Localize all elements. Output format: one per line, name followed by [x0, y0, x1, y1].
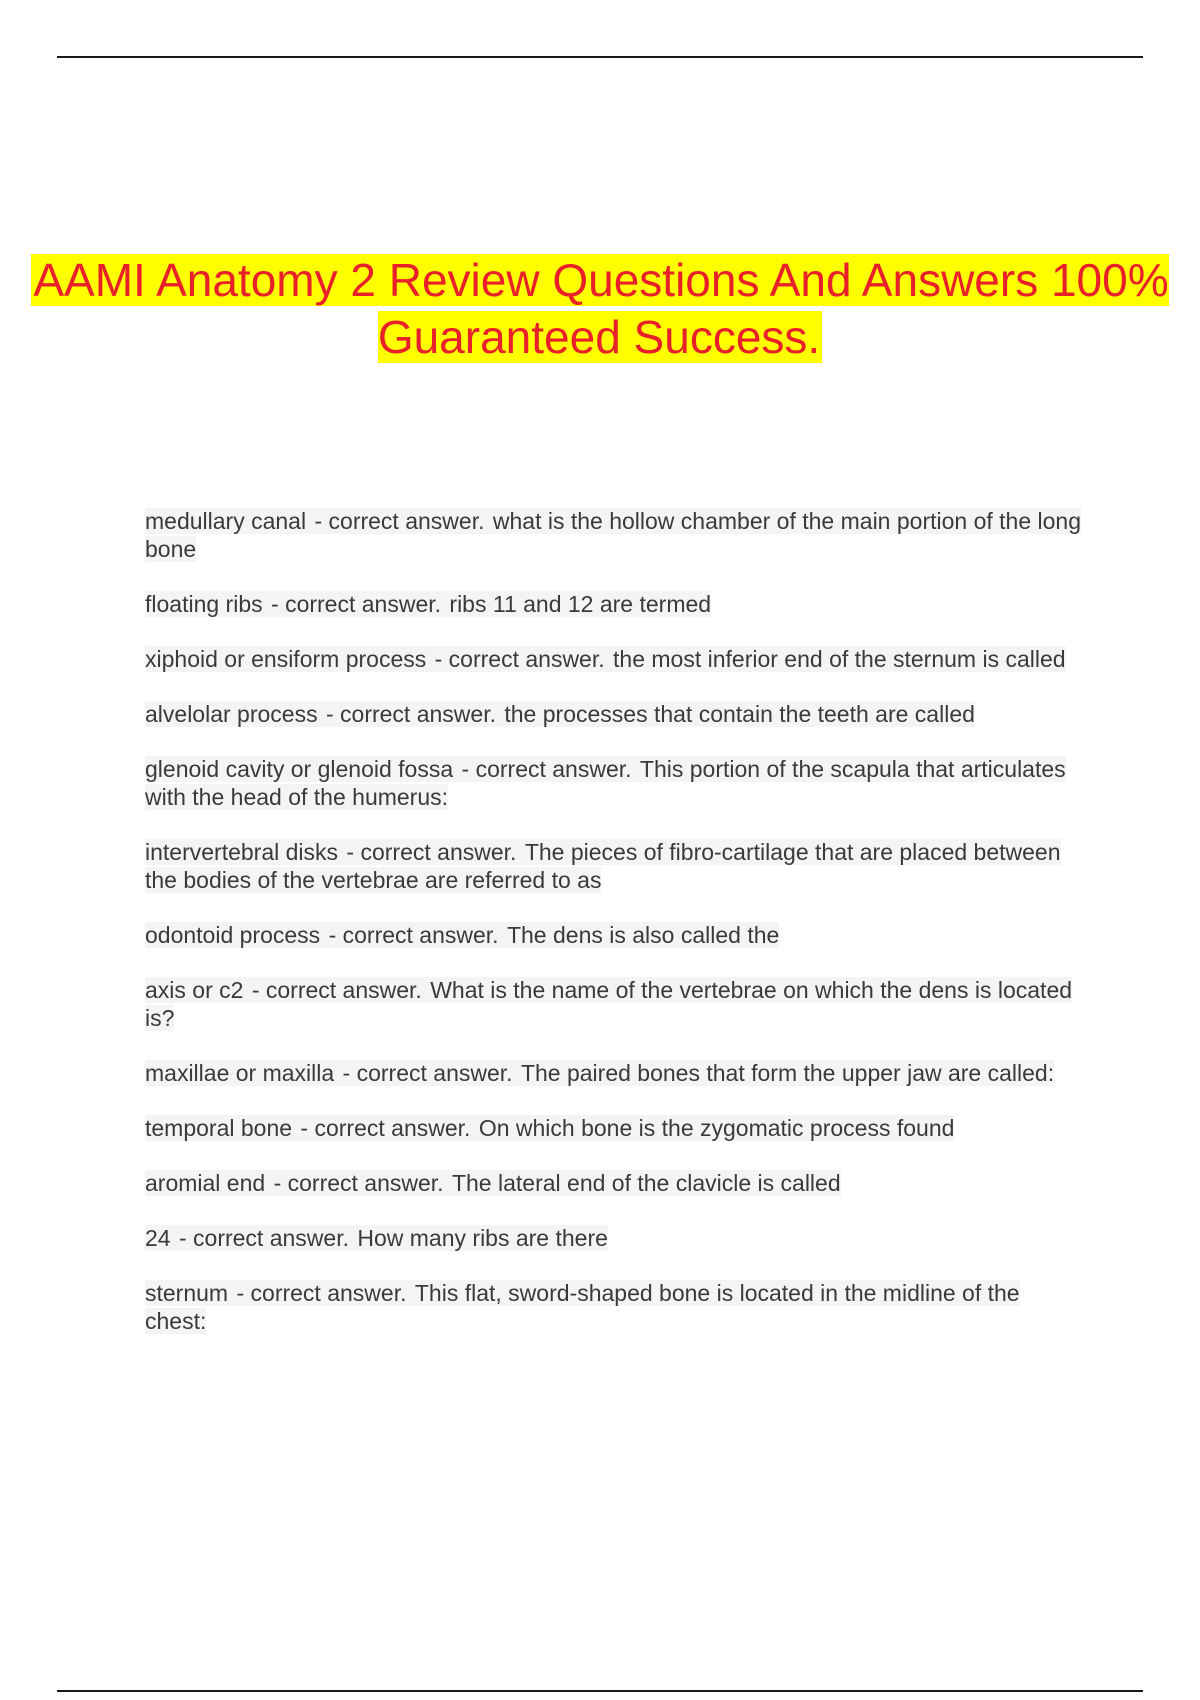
answer-separator: - correct answer.: [455, 756, 638, 782]
answer-separator: - correct answer.: [264, 591, 448, 617]
question-text: How many ribs are there: [357, 1225, 608, 1251]
answer-term: intervertebral disks: [145, 839, 339, 865]
answer-separator: - correct answer.: [294, 1115, 477, 1141]
answer-term: alvelolar process: [145, 701, 318, 727]
question-text: the most inferior end of the sternum is called: [613, 646, 1066, 672]
question-text: The pieces of fibro-cartilage that are placed between the bodies of the vertebrae are referred to as: [145, 839, 1061, 893]
question-text: What is the name of the vertebrae on which the dens is located is?: [145, 977, 1073, 1031]
answer-term: temporal bone: [145, 1115, 293, 1141]
qa-item: [145, 1169, 1085, 1197]
qa-item: [145, 1114, 1085, 1142]
document-title: [0, 252, 1200, 366]
qa-item: [145, 700, 1085, 728]
answer-term: sternum: [145, 1280, 229, 1306]
qa-item: [145, 838, 1085, 894]
qa-item: [145, 1279, 1085, 1335]
question-text: This portion of the scapula that articulates with the head of the humerus:: [145, 756, 1066, 810]
qa-item: [145, 755, 1085, 811]
question-text: ribs 11 and 12 are termed: [449, 591, 712, 617]
question-text: The paired bones that form the upper jaw are called:: [520, 1060, 1055, 1086]
answer-separator: - correct answer.: [340, 839, 523, 865]
qa-list: [145, 507, 1085, 1362]
question-text: the processes that contain the teeth are called: [504, 701, 975, 727]
qa-item: [145, 976, 1085, 1032]
answer-separator: - correct answer.: [308, 508, 491, 534]
title-highlight: AAMI Anatomy 2 Review Questions And Answers 100% Guaranteed Success.: [33, 254, 1169, 363]
qa-item: [145, 921, 1085, 949]
question-text: On which bone is the zygomatic process found: [478, 1115, 955, 1141]
answer-separator: - correct answer.: [319, 701, 503, 727]
answer-term: aromial end: [145, 1170, 266, 1196]
qa-item: [145, 590, 1085, 618]
answer-term: odontoid process: [145, 922, 321, 948]
answer-separator: - correct answer.: [336, 1060, 519, 1086]
answer-term: maxillae or maxilla: [145, 1060, 335, 1086]
answer-term: glenoid cavity or glenoid fossa: [145, 756, 454, 782]
qa-item: [145, 1059, 1085, 1087]
qa-item: [145, 507, 1085, 563]
answer-term: medullary canal: [145, 508, 307, 534]
answer-term: axis or c2: [145, 977, 244, 1003]
question-text: what is the hollow chamber of the main portion of the long bone: [145, 508, 1081, 562]
question-text: The dens is also called the: [506, 922, 780, 948]
answer-separator: - correct answer.: [428, 646, 612, 672]
qa-item: [145, 645, 1085, 673]
answer-term: 24: [145, 1225, 171, 1251]
top-rule: [57, 56, 1143, 58]
question-text: The lateral end of the clavicle is called: [451, 1170, 841, 1196]
answer-term: xiphoid or ensiform process: [145, 646, 427, 672]
answer-separator: - correct answer.: [230, 1280, 413, 1306]
answer-separator: - correct answer.: [267, 1170, 450, 1196]
qa-item: [145, 1224, 1085, 1252]
answer-separator: - correct answer.: [322, 922, 505, 948]
answer-separator: - correct answer.: [172, 1225, 356, 1251]
answer-separator: - correct answer.: [245, 977, 429, 1003]
question-text: This flat, sword-shaped bone is located in the midline of the chest:: [145, 1280, 1020, 1334]
bottom-rule: [57, 1690, 1143, 1692]
answer-term: floating ribs: [145, 591, 263, 617]
